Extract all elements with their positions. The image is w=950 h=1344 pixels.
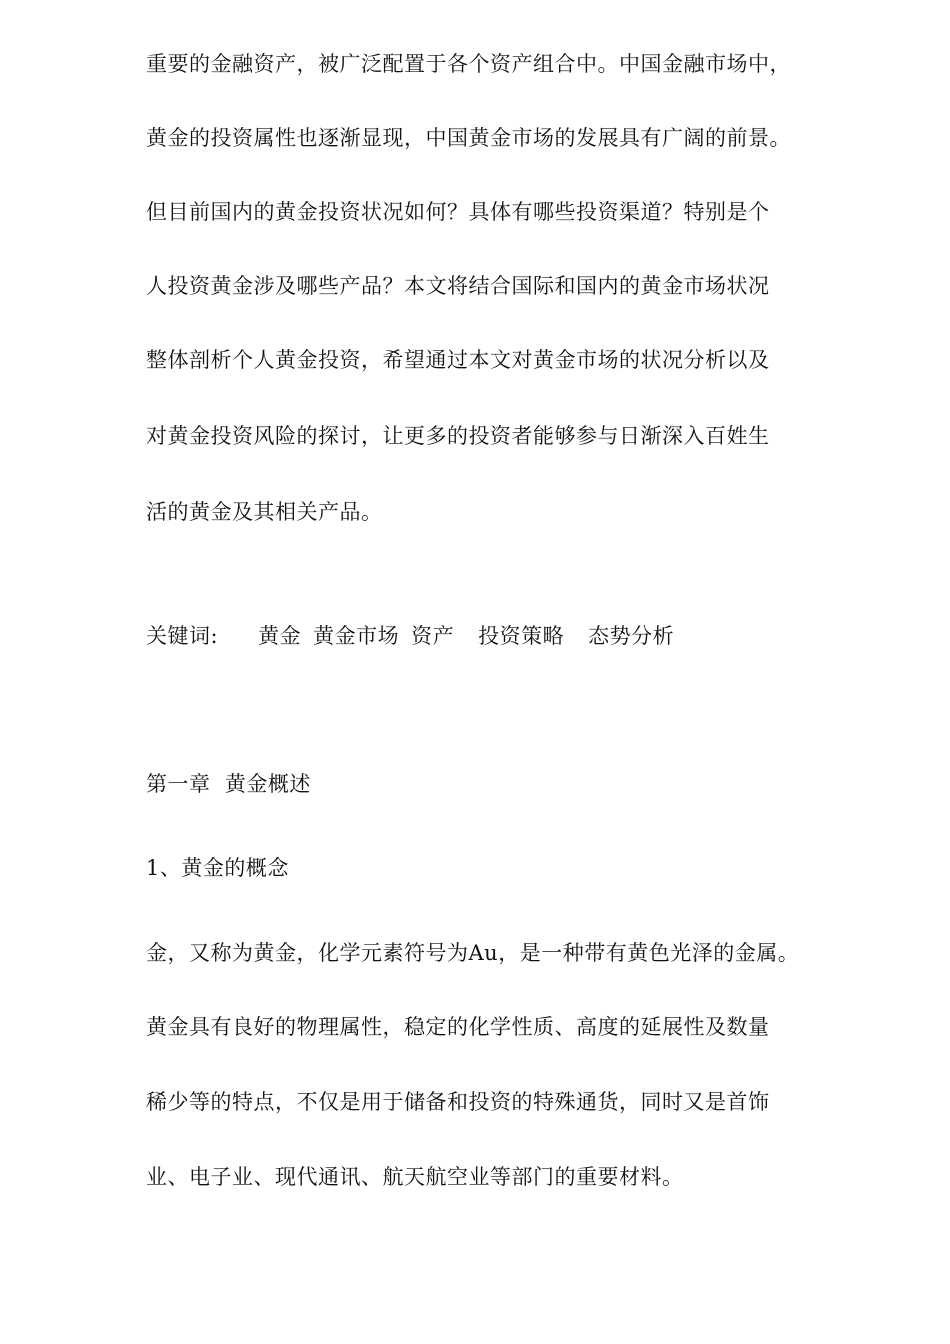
abstract-line: 重要的金融资产，被广泛配置于各个资产组合中。中国金融市场中， [146,52,791,76]
abstract-line: 活的黄金及其相关产品。 [146,500,383,524]
abstract-line: 整体剖析个人黄金投资，希望通过本文对黄金市场的状况分析以及 [146,348,770,372]
abstract-line: 对黄金投资风险的探讨，让更多的投资者能够参与日渐深入百姓生 [146,424,770,448]
section-title: 1、黄金的概念 [146,856,289,880]
keyword: 投资策略 [478,624,565,648]
section-line: 稀少等的特点，不仅是用于储备和投资的特殊通货，同时又是首饰 [146,1090,770,1114]
keyword: 资产 [411,624,455,648]
abstract-line: 黄金的投资属性也逐渐显现，中国黄金市场的发展具有广阔的前景。 [146,126,791,150]
abstract-line: 但目前国内的黄金投资状况如何？具体有哪些投资渠道？特别是个 [146,200,770,224]
keywords-label: 关键词: [146,624,219,648]
section-line: 黄金具有良好的物理属性，稳定的化学性质、高度的延展性及数量 [146,1015,770,1039]
keywords-line [146,621,674,651]
section-line: 金，又称为黄金，化学元素符号为Au，是一种带有黄色光泽的金属。 [146,941,800,965]
keyword: 黄金市场 [313,624,400,648]
chapter-title: 第一章 黄金概述 [146,772,311,796]
keyword: 态势分析 [588,624,675,648]
keyword: 黄金 [258,624,302,648]
section-line: 业、电子业、现代通讯、航天航空业等部门的重要材料。 [146,1165,684,1189]
abstract-line: 人投资黄金涉及哪些产品？本文将结合国际和国内的黄金市场状况 [146,274,770,298]
